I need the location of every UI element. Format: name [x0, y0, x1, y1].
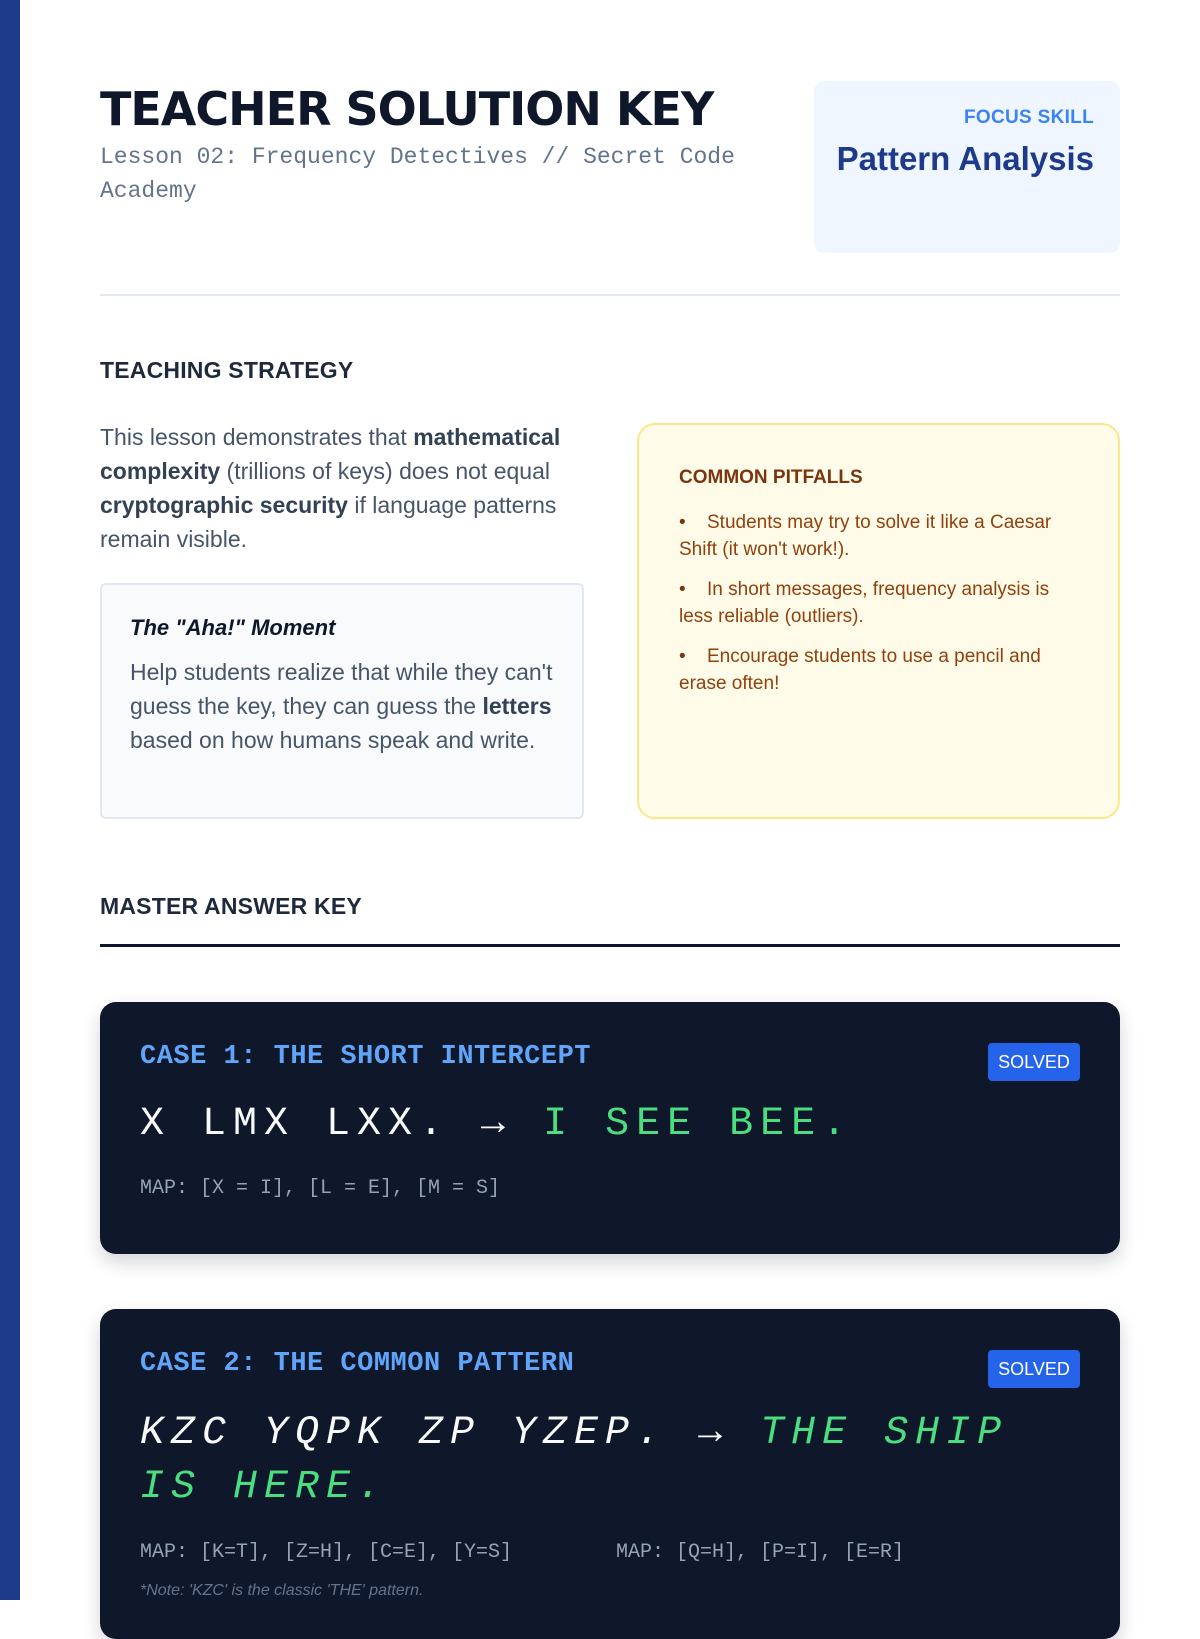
- arrow-icon: →: [667, 1411, 761, 1456]
- ciphertext: X LMX LXX.: [140, 1102, 451, 1147]
- strategy-intro: [100, 420, 590, 556]
- solved-badge: SOLVED: [988, 1350, 1080, 1388]
- page-subtitle: Lesson 02: Frequency Detectives // Secret Code Academy: [100, 144, 735, 204]
- letter-map: MAP: [X = I], [L = E], [M = S]: [140, 1177, 501, 1200]
- case-title: CASE 2: THE COMMON PATTERN: [140, 1349, 575, 1379]
- arrow-icon: →: [450, 1102, 544, 1147]
- letter-map-row: [140, 1541, 1080, 1564]
- page-title: TEACHER SOLUTION KEY: [100, 82, 714, 136]
- page-header: [100, 0, 1120, 295]
- pitfall-item: • Students may try to solve it like a Caesar Shift (it won't work!).: [679, 509, 1078, 563]
- aha-text-1: Help students realize that while they can't guess the key, they can guess the: [130, 659, 553, 719]
- focus-skill-card: [814, 81, 1120, 253]
- cipher-solution-line: [140, 1407, 1080, 1515]
- case-title: CASE 1: THE SHORT INTERCEPT: [140, 1042, 591, 1072]
- aha-moment-text: [130, 655, 556, 757]
- focus-skill-label: FOCUS SKILL: [964, 107, 1094, 128]
- ciphertext: KZC YQPK ZP YZEP.: [140, 1411, 668, 1456]
- intro-bold-2: cryptographic security: [100, 492, 348, 518]
- case-card-1: [100, 1002, 1120, 1254]
- case-card-2: [100, 1309, 1120, 1639]
- solved-badge: SOLVED: [988, 1043, 1080, 1081]
- intro-text-3: if language patterns remain visible.: [100, 492, 557, 552]
- letter-map: MAP: [K=T], [Z=H], [C=E], [Y=S]: [140, 1541, 513, 1564]
- intro-bold-1: mathematical complexity: [100, 424, 561, 484]
- intro-text-1: This lesson demonstrates that: [100, 424, 414, 450]
- plaintext: THE SHIP IS HERE.: [140, 1411, 1009, 1510]
- aha-moment-title: The "Aha!" Moment: [130, 615, 336, 640]
- pitfalls-title: COMMON PITFALLS: [679, 467, 863, 488]
- common-pitfalls-card: [637, 423, 1120, 819]
- plaintext: I SEE BEE.: [543, 1102, 854, 1147]
- teaching-strategy-heading: TEACHING STRATEGY: [100, 357, 354, 383]
- aha-text-2: based on how humans speak and write.: [130, 727, 536, 753]
- pitfall-item: • Encourage students to use a pencil and erase often!: [679, 643, 1078, 697]
- pitfalls-list: [679, 509, 1078, 697]
- aha-bold: letters: [482, 693, 552, 719]
- sidebar-accent-strip: [0, 0, 20, 1600]
- page-content: [100, 0, 1120, 1599]
- pitfall-item: • In short messages, frequency analysis is less reliable (outliers).: [679, 576, 1078, 630]
- header-divider: [100, 294, 1120, 296]
- intro-text-2: (trillions of keys) does not equal: [220, 458, 550, 484]
- aha-moment-card: [100, 583, 584, 819]
- focus-skill-value: Pattern Analysis: [836, 140, 1094, 177]
- letter-map: MAP: [Q=H], [P=I], [E=R]: [616, 1541, 905, 1564]
- answer-key-divider: [100, 944, 1120, 947]
- cipher-solution-line: [140, 1098, 1080, 1152]
- master-answer-key-heading: MASTER ANSWER KEY: [100, 893, 362, 919]
- pattern-note: *Note: 'KZC' is the classic 'THE' pattern.: [140, 1582, 424, 1599]
